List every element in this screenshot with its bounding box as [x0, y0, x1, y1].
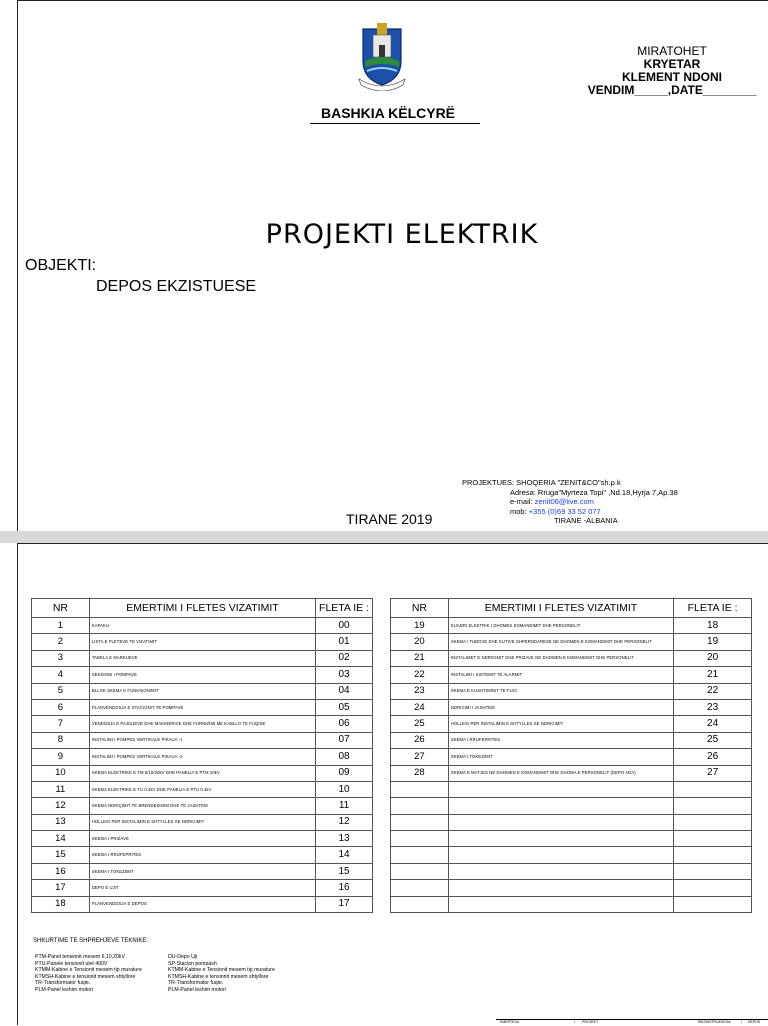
sheet-name-cell: TABELA E MARKUEVE [89, 650, 315, 666]
table-row [32, 896, 373, 912]
sheet-number-cell: 17 [32, 880, 90, 896]
sheet-code-cell: 14 [316, 847, 373, 863]
sheet-number-cell: 25 [391, 716, 449, 732]
table-row [391, 880, 752, 896]
designer-email-label: e-mail: [510, 497, 533, 506]
designer-block [462, 478, 678, 526]
sheet-number-cell: 12 [32, 798, 90, 814]
sheet-code-cell [674, 847, 752, 863]
column-header-sheet: FLETA IE : [316, 599, 373, 618]
sheet-name-cell: KUADRI ELEKTRIK I DHOMES KOMANDIMIT DHE PERSONELIT [448, 618, 673, 634]
page-separator [0, 531, 768, 543]
abbreviations-column-1 [35, 954, 142, 994]
sheet-code-cell: 23 [674, 699, 752, 715]
table-row [391, 814, 752, 830]
sheet-number-cell [391, 831, 449, 847]
sheet-name-cell: INSTALIMI I SISTEMIT TE ALARMIT [448, 667, 673, 683]
sheet-number-cell: 22 [391, 667, 449, 683]
place-year: TIRANE 2019 [346, 511, 433, 527]
sheet-name-cell [448, 863, 673, 879]
sheet-number-cell: 20 [391, 634, 449, 650]
sheet-code-cell [674, 880, 752, 896]
table-row [32, 618, 373, 634]
sheet-code-cell: 26 [674, 749, 752, 765]
sheet-name-cell: INSTALIMI I POMPES VERTIKALE PIKAUA -2 [89, 749, 315, 765]
table-row [32, 798, 373, 814]
sheet-name-cell [448, 798, 673, 814]
table-row [391, 618, 752, 634]
sheet-name-cell: SKEMA I TOKEZIMIT [448, 749, 673, 765]
sheet-index-table-right [390, 598, 752, 913]
table-row [32, 863, 373, 879]
designer-email-row [462, 497, 678, 507]
abbreviation-item: PLM-Panel leshim motori [35, 986, 93, 993]
approval-decision-date: VENDIM_____,DATE________ [587, 83, 757, 97]
sheet-name-cell [448, 880, 673, 896]
table-row [391, 847, 752, 863]
table-row [32, 650, 373, 666]
table-row [391, 863, 752, 879]
table-row [32, 667, 373, 683]
sheet-code-cell: 09 [316, 765, 373, 781]
table-row [391, 650, 752, 666]
sheet-number-cell: 14 [32, 831, 90, 847]
stamp-field-c: PROJEKT [582, 1020, 599, 1024]
table-row [391, 896, 752, 912]
cover-sheet [17, 0, 768, 532]
designer-company: PROJEKTUES: SHOQERIA "ZENIT&CO"sh.p.k [462, 478, 621, 487]
table-row [391, 667, 752, 683]
table-row [32, 847, 373, 863]
sheet-code-cell: 25 [674, 732, 752, 748]
sheet-name-cell: INSTALIMI I POMPES VERTIKALE PIKAUA -1 [89, 732, 315, 748]
sheet-number-cell: 4 [32, 667, 90, 683]
sheet-code-cell: 06 [316, 716, 373, 732]
sheet-number-cell [391, 896, 449, 912]
sheet-code-cell [674, 831, 752, 847]
designer-mobile: +355 (0)69 33 52 077 [528, 506, 601, 516]
abbreviation-item: TR-Transformator fuqie. [168, 980, 224, 987]
designer-city: TIRANE -ALBANIA [554, 516, 618, 525]
sheet-code-cell: 19 [674, 634, 752, 650]
sheet-number-cell [391, 880, 449, 896]
abbreviation-item: PTU-Panele tensionit ulet 400V [35, 960, 108, 967]
sheet-number-cell [391, 798, 449, 814]
abbreviation-item: SP-Stacion pompash [168, 960, 217, 967]
sheet-code-cell [674, 863, 752, 879]
sheet-name-cell: HOLLESI PER INSTALIMIN E SHTYLLES SE NDRICIMIT [448, 716, 673, 732]
sheet-number-cell: 7 [32, 716, 90, 732]
approval-role: KRYETAR [643, 57, 701, 71]
sheet-number-cell [391, 847, 449, 863]
abbreviation-item: PTM-Panel tensionit mesem 6,10,20kV [35, 954, 125, 960]
sheet-name-cell: HOLLESI PER INSTALIMIN E SHTYLLES SE NDRICIMIT [89, 814, 315, 830]
table-row [391, 634, 752, 650]
sheet-number-cell [391, 781, 449, 797]
sheet-code-cell: 00 [316, 618, 373, 634]
table-row [391, 781, 752, 797]
municipality-underline [310, 123, 480, 124]
column-header-sheet: FLETA IE : [674, 599, 752, 618]
sheet-number-cell: 19 [391, 618, 449, 634]
column-header-nr: NR [32, 599, 90, 618]
table-row [32, 749, 373, 765]
sheet-number-cell: 8 [32, 732, 90, 748]
sheet-code-cell: 05 [316, 699, 373, 715]
stamp-field-f: DEPOS [748, 1020, 761, 1024]
sheet-name-cell: LISTA E FLETEVE TE VIZATIMIT [89, 634, 315, 650]
table-row [391, 749, 752, 765]
table-row [32, 880, 373, 896]
sheet-number-cell: 15 [32, 847, 90, 863]
sheet-code-cell: 15 [316, 863, 373, 879]
project-title: PROJEKTI ELEKTRIK [265, 219, 539, 250]
abbreviations-title: SHKURTIME TE SHPREHJEVE TEKNIKE: [33, 938, 149, 944]
sheet-name-cell: VENDOSJA E PAJISJEVE DHE MAKINERIVE DHE FURNIZIMI ME KABLLO TE FUQISE [89, 716, 315, 732]
stamp-field-b: I [574, 1020, 575, 1024]
sheet-name-cell: SKEMA I RRUFEPRITES [89, 847, 315, 863]
object-label: OBJEKTI: [25, 257, 97, 274]
sheet-code-cell: 12 [316, 814, 373, 830]
abbreviation-item: KTMM-Kabine e Tensionit mesem tip murature [35, 967, 142, 974]
approval-block [583, 45, 761, 97]
approval-status: MIRATOHET [637, 44, 707, 58]
municipality-name: BASHKIA KËLCYRË [320, 105, 456, 121]
sheet-number-cell: 26 [391, 732, 449, 748]
sheet-code-cell [674, 781, 752, 797]
sheet-number-cell: 2 [32, 634, 90, 650]
sheet-name-cell: SKEMA I PRIZAVE [89, 831, 315, 847]
sheet-code-cell: 27 [674, 765, 752, 781]
table-row [32, 781, 373, 797]
stamp-field-d: RIKONSTRUKSIONI [698, 1020, 731, 1024]
sheet-number-cell: 9 [32, 749, 90, 765]
municipal-coat-of-arms-icon [355, 21, 409, 91]
designer-mobile-row [462, 507, 678, 517]
abbreviations-column-2 [168, 954, 275, 994]
sheet-code-cell: 03 [316, 667, 373, 683]
sheet-code-cell: 08 [316, 749, 373, 765]
table-row [391, 683, 752, 699]
sheet-name-cell: SKEMA ELEKTRIKE E TM 6/10/20kV DHE PANELIA E PTM 20kV [89, 765, 315, 781]
sheet-number-cell: 24 [391, 699, 449, 715]
sheet-name-cell: SKEMA E KUSHTIMINIT TE FUCI [448, 683, 673, 699]
abbreviation-item: KTMSH-Kabine e tensionit mesem shtyllore [35, 973, 136, 980]
sheet-name-cell: NDRICIMI I JASHTEM [448, 699, 673, 715]
sheet-number-cell: 11 [32, 781, 90, 797]
sheet-code-cell: 21 [674, 667, 752, 683]
stamp-field-e: I [741, 1020, 742, 1024]
table-row [32, 765, 373, 781]
table-row [32, 716, 373, 732]
title-block-stamp [496, 1019, 768, 1026]
sheet-number-cell: 23 [391, 683, 449, 699]
abbreviation-item: TR-Transformator fuqie. [35, 980, 91, 987]
abbreviation-item: KTMSH-Kabine e tensionit mesem shtyllore [168, 973, 269, 980]
sheet-number-cell: 6 [32, 699, 90, 715]
sheet-number-cell [391, 863, 449, 879]
approval-person: KLEMENT NDONI [622, 70, 722, 84]
sheet-code-cell [674, 814, 752, 830]
sheet-name-cell: SKEMA I TOKEZIMIT [89, 863, 315, 879]
abbreviation-item: DU-Depo Uji [168, 954, 198, 960]
sheet-name-cell: SKEMA I RRUFEPRITES [448, 732, 673, 748]
sheet-number-cell: 16 [32, 863, 90, 879]
sheet-code-cell: 22 [674, 683, 752, 699]
sheet-code-cell: 02 [316, 650, 373, 666]
sheet-number-cell: 28 [391, 765, 449, 781]
sheet-index-table-left [31, 598, 373, 913]
sheet-code-cell: 07 [316, 732, 373, 748]
sheet-code-cell: 17 [316, 896, 373, 912]
sheet-number-cell: 18 [32, 896, 90, 912]
sheet-name-cell [448, 831, 673, 847]
table-row [32, 683, 373, 699]
sheet-code-cell [674, 798, 752, 814]
designer-mobile-label: mob: [510, 506, 527, 516]
sheet-name-cell: PLANVENDOSJA E STACIONIT TE POMPAVE [89, 699, 315, 715]
sheet-number-cell: 21 [391, 650, 449, 666]
column-header-nr: NR [391, 599, 449, 618]
table-row [391, 716, 752, 732]
table-row [32, 699, 373, 715]
sheet-code-cell: 11 [316, 798, 373, 814]
table-row [391, 798, 752, 814]
designer-email[interactable]: zenit06@live.com [534, 497, 594, 506]
sheet-name-cell: INSTALIMET E NDRICIMIT DHE PRIZAVE NE DHOMEN E KOMANDIMIT DHE PERSONELIT [448, 650, 673, 666]
sheet-name-cell: BLLOK SKEMA E FUNKSIONIMIT [89, 683, 315, 699]
sheet-number-cell: 3 [32, 650, 90, 666]
abbreviation-item: KTMM-Kabine e Tensionit mesem tip murature [168, 967, 275, 974]
table-row [391, 765, 752, 781]
column-header-name: EMERTIMI I FLETES VIZATIMIT [89, 599, 315, 618]
table-row [32, 814, 373, 830]
sheet-name-cell [448, 781, 673, 797]
sheet-number-cell: 13 [32, 814, 90, 830]
sheet-code-cell: 10 [316, 781, 373, 797]
sheet-code-cell: 13 [316, 831, 373, 847]
table-row [391, 699, 752, 715]
sheet-number-cell: 1 [32, 618, 90, 634]
sheet-name-cell: SKEMA E MATJES NE DHOMEN E KOMANDIMIT DHE DHOMA E PERSONELIT (DEPO ADA) [448, 765, 673, 781]
designer-address: Adresa: Rruga"Myrteza Topi" ,Nd.18,Hyrja 7,Ap.38 [510, 487, 678, 497]
sheet-name-cell: SEKSIONI I POMPAVE [89, 667, 315, 683]
column-header-name: EMERTIMI I FLETES VIZATIMIT [448, 599, 673, 618]
sheet-code-cell: 24 [674, 716, 752, 732]
sheet-number-cell [391, 814, 449, 830]
sheet-number-cell: 27 [391, 749, 449, 765]
sheet-index-page [17, 543, 768, 1025]
object-name: DEPOS EKZISTUESE [96, 278, 257, 295]
table-row [32, 831, 373, 847]
table-row [32, 732, 373, 748]
sheet-name-cell [448, 847, 673, 863]
sheet-name-cell: SKEMA NDRIÇIMIT TE BRENDESHEM DHE TE JASHTEM [89, 798, 315, 814]
sheet-code-cell: 01 [316, 634, 373, 650]
sheet-name-cell: SKEMA I TUBOVE DHE KUTIVE SHPERNDARESE NE DHOMEN E KOMANDIMIT DHE PERSONELIT [448, 634, 673, 650]
stamp-field-a: EMERTESA [500, 1020, 520, 1024]
sheet-code-cell: 04 [316, 683, 373, 699]
table-row [32, 634, 373, 650]
sheet-number-cell: 5 [32, 683, 90, 699]
abbreviation-item: PLM-Panel leshim motori [168, 986, 226, 993]
sheet-name-cell [448, 896, 673, 912]
sheet-name-cell: PLANVENDOSJA E DEPOS [89, 896, 315, 912]
table-row [391, 831, 752, 847]
sheet-name-cell: SKEMA ELEKTRIKE E TU 0.4kV DHE PANELIA E PTU 0.4kV [89, 781, 315, 797]
sheet-code-cell: 16 [316, 880, 373, 896]
sheet-code-cell [674, 896, 752, 912]
sheet-code-cell: 18 [674, 618, 752, 634]
sheet-name-cell: DEPO E UJIT [89, 880, 315, 896]
sheet-name-cell: KAPAKU [89, 618, 315, 634]
sheet-name-cell [448, 814, 673, 830]
sheet-code-cell: 20 [674, 650, 752, 666]
sheet-number-cell: 10 [32, 765, 90, 781]
table-row [391, 732, 752, 748]
